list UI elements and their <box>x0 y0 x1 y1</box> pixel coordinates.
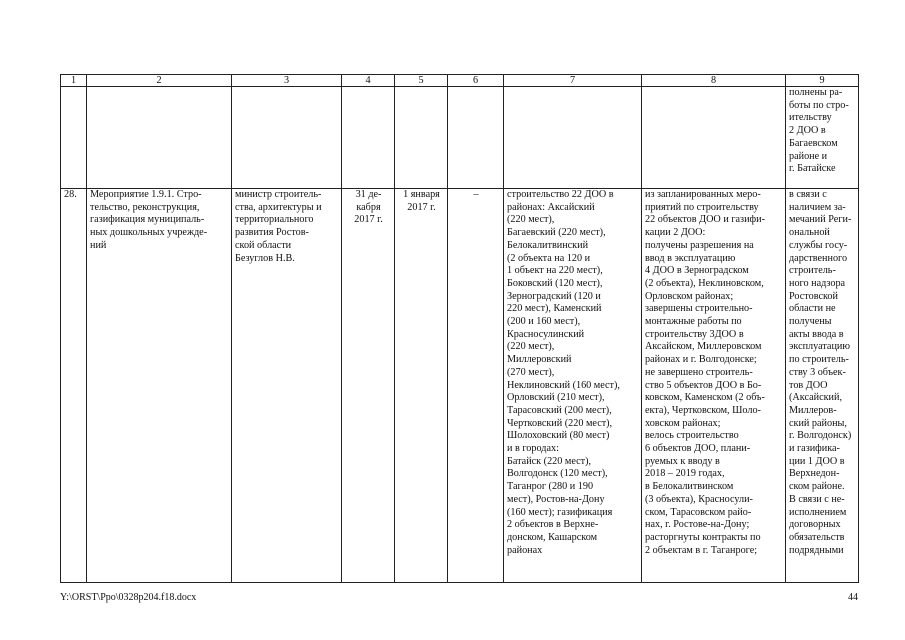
text-line: 2 объектов в Верхне- <box>507 519 599 531</box>
text-line: развития Ростов- <box>235 227 309 239</box>
text-line: Таганрог (280 и 190 <box>507 481 594 493</box>
text-line: дарственного <box>789 252 848 264</box>
text-line: (220 мест), <box>507 341 555 353</box>
text-line: ство 5 объектов ДОО в Бо- <box>645 379 762 391</box>
text-line: Красносулинский <box>507 328 585 340</box>
text-line: кабря <box>356 201 381 213</box>
text-line: 1 января <box>403 189 440 200</box>
text-line: Волгодонск (120 мест), <box>507 468 608 480</box>
text-line: Неклиновский (160 мест), <box>507 379 620 391</box>
cell-event <box>87 87 232 189</box>
text-line: (160 мест); газификация <box>507 506 613 518</box>
text-line: Багаевском <box>789 137 838 149</box>
text-line: тов ДОО <box>789 379 828 391</box>
text-line: 4 ДОО в Зерноградском <box>645 265 749 277</box>
text-line: строитель- <box>789 265 836 277</box>
text-line: Шолоховский (80 мест) <box>507 430 610 442</box>
text-line: нах, г. Ростове-на-Дону; <box>645 519 750 531</box>
text-line: ний <box>90 239 107 251</box>
cell-num <box>61 87 87 189</box>
text-line: приятий по строительству <box>645 201 759 213</box>
cell-planned-result <box>504 87 642 189</box>
cell-num: 28. <box>61 189 87 583</box>
text-line: (200 и 160 мест), <box>507 316 581 328</box>
text-line: ции 1 ДОО в <box>789 455 845 467</box>
text-line: Чертковский (220 мест), <box>507 417 613 429</box>
text-line: Багаевский (220 мест), <box>507 227 606 239</box>
text-line: обязательств <box>789 531 845 543</box>
header-cell: 1 <box>61 75 87 87</box>
text-line: ковском, Каменском (2 объ- <box>645 392 765 404</box>
table-row-continued <box>61 87 859 189</box>
header-cell: 3 <box>232 75 342 87</box>
cell-start-date <box>395 189 448 583</box>
text-line: ховском районах; <box>645 417 721 429</box>
text-line: руемых к вводу в <box>645 455 720 467</box>
text-line: (3 объекта), Красносули- <box>645 493 753 505</box>
cell-start-date <box>395 87 448 189</box>
text-line: получены разрешения на <box>645 239 754 251</box>
text-line: завершены строительно- <box>645 303 753 315</box>
text-line: 2 объектам в г. Таганроге; <box>645 544 758 556</box>
text-line: 220 мест), Каменский <box>507 303 602 315</box>
header-cell: 6 <box>448 75 504 87</box>
cell-responsible <box>232 87 342 189</box>
text-line: Тарасовский (200 мест), <box>507 404 612 416</box>
cell-planned-result <box>504 189 642 583</box>
text-line: районах: Аксайский <box>507 201 595 213</box>
text-line: Миллеров- <box>789 404 837 416</box>
text-line: г. Волгодонск) <box>789 430 852 442</box>
header-cell: 8 <box>642 75 786 87</box>
text-line: ввод в эксплуатацию <box>645 252 736 264</box>
text-line: монтажные работы по <box>645 316 742 328</box>
text-line: ском районе. <box>789 481 845 493</box>
header-cell: 5 <box>395 75 448 87</box>
text-line: 2 ДОО в <box>789 125 826 137</box>
page-number: 44 <box>848 592 858 603</box>
text-line: ской области <box>235 239 292 251</box>
text-line: подрядными <box>789 544 844 556</box>
text-line: боты по стро- <box>789 99 849 111</box>
text-line: и в городах: <box>507 443 559 455</box>
text-line: области не <box>789 303 836 315</box>
text-line: Зерноградский (120 и <box>507 290 601 302</box>
cell-event <box>87 189 232 583</box>
text-line: расторгнуты контракты по <box>645 531 761 543</box>
text-line: ский районы, <box>789 417 847 429</box>
text-line: ональной <box>789 227 830 239</box>
text-line: 31 де- <box>355 189 382 200</box>
cell-plan-date <box>342 189 395 583</box>
cell-end-date: – <box>448 189 504 583</box>
text-line: не завершено строитель- <box>645 366 753 378</box>
text-line: тельство, реконструкция, <box>90 201 200 213</box>
text-line: исполнением <box>789 506 847 518</box>
text-line: Орловский (210 мест), <box>507 392 605 404</box>
text-line: велось строительство <box>645 430 739 442</box>
cell-plan-date <box>342 87 395 189</box>
header-cell: 7 <box>504 75 642 87</box>
text-line: Мероприятие 1.9.1. Стро- <box>90 189 202 200</box>
text-line: Ростовской <box>789 290 838 302</box>
text-line: мест), Ростов-на-Дону <box>507 493 605 505</box>
footer-file-path: Y:\ORST\Ppo\0328p204.f18.docx <box>60 592 197 603</box>
text-line: Безуглов Н.В. <box>235 252 295 264</box>
text-line: газификация муниципаль- <box>90 214 205 226</box>
cell-actual-result <box>642 189 786 583</box>
text-line: 1 объект на 220 мест), <box>507 265 603 277</box>
cell-actual-result <box>642 87 786 189</box>
header-cell: 4 <box>342 75 395 87</box>
text-line: службы госу- <box>789 239 848 251</box>
cell-responsible <box>232 189 342 583</box>
text-line: получены <box>789 316 832 328</box>
text-line: (2 объекта), Неклиновском, <box>645 277 764 289</box>
text-line: в связи с <box>789 189 827 200</box>
text-line: 22 объектов ДОО и газифи- <box>645 214 765 226</box>
report-table <box>60 74 859 583</box>
text-line: наличием за- <box>789 201 846 213</box>
text-line: полнены ра- <box>789 87 843 98</box>
text-line: г. Батайске <box>789 163 836 175</box>
cell-end-date <box>448 87 504 189</box>
text-line: строительство 22 ДОО в <box>507 189 614 200</box>
text-line: екта), Чертковском, Шоло- <box>645 404 761 416</box>
text-line: Аксайском, Миллеровском <box>645 341 762 353</box>
text-line: акты ввода в <box>789 328 844 340</box>
text-line: ного надзора <box>789 277 846 289</box>
text-line: ительству <box>789 112 832 124</box>
text-line: Боковский (120 мест), <box>507 277 603 289</box>
text-line: кации 2 ДОО: <box>645 227 706 239</box>
cell-reasons <box>786 87 859 189</box>
text-line: донском, Кашарском <box>507 531 598 543</box>
text-line: строительству 3ДОО в <box>645 328 744 340</box>
table-row-28 <box>61 189 859 583</box>
text-line: Белокалитвинский <box>507 239 589 251</box>
text-line: Батайск (220 мест), <box>507 455 592 467</box>
text-line: районах <box>507 544 543 556</box>
text-line: 2017 г. <box>354 214 383 226</box>
text-line: 6 объектов ДОО, плани- <box>645 443 751 455</box>
text-line: 2018 – 2019 годах, <box>645 468 725 480</box>
text-line: ском, Тарасовском райо- <box>645 506 752 518</box>
text-line: 2017 г. <box>407 201 436 213</box>
text-line: ства, архитектуры и <box>235 201 322 213</box>
text-line: из запланированных меро- <box>645 189 761 200</box>
text-line: (270 мест), <box>507 366 555 378</box>
text-line: ству 3 объек- <box>789 366 846 378</box>
text-line: Верхнедон- <box>789 468 840 480</box>
text-line: ных дошкольных учрежде- <box>90 227 208 239</box>
text-line: и газифика- <box>789 443 840 455</box>
text-line: В связи с не- <box>789 493 845 505</box>
text-line: договорных <box>789 519 841 531</box>
text-line: районе и <box>789 150 828 162</box>
cell-reasons <box>786 189 859 583</box>
text-line: в Белокалитвинском <box>645 481 734 493</box>
text-line: мечаний Реги- <box>789 214 852 226</box>
text-line: министр строитель- <box>235 189 322 200</box>
text-line: территориального <box>235 214 314 226</box>
text-line: Миллеровский <box>507 354 572 366</box>
header-cell: 2 <box>87 75 232 87</box>
text-line: районах и г. Волгодонске; <box>645 354 757 366</box>
header-row <box>61 75 859 87</box>
text-line: Орловском районах; <box>645 290 734 302</box>
text-line: (2 объекта на 120 и <box>507 252 591 264</box>
text-line: (Аксайский, <box>789 392 842 404</box>
text-line: по строитель- <box>789 354 849 366</box>
text-line: эксплуатацию <box>789 341 850 353</box>
text-line: (220 мест), <box>507 214 555 226</box>
header-cell: 9 <box>786 75 859 87</box>
